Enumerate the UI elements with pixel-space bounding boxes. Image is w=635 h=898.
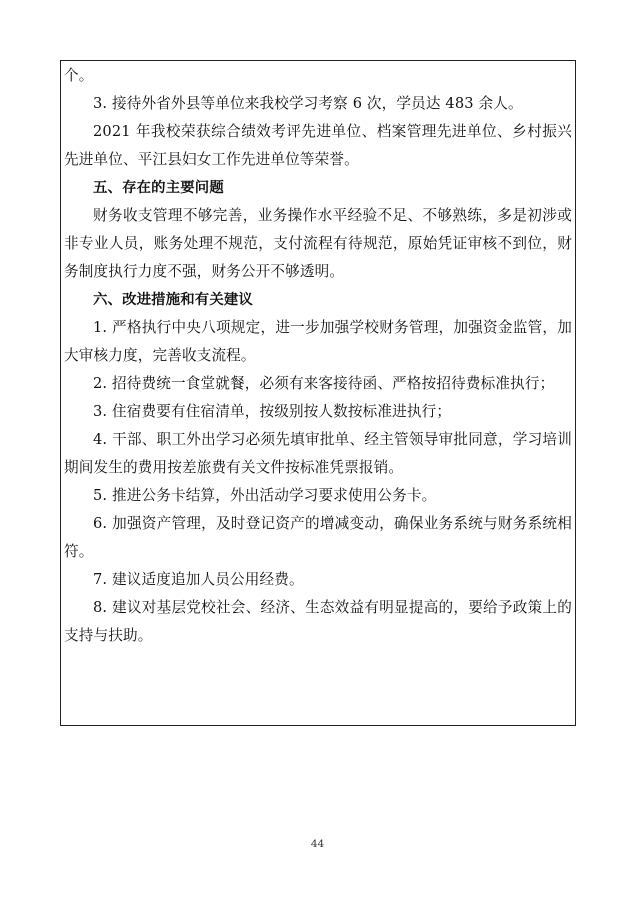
text-line: 3. 接待外省外县等单位来我校学习考察 6 次，学员达 483 余人。 [93,95,523,112]
text-line: 8. 建议对基层党校社会、经济、生态效益有明显提高的，要给予政策上的 [93,599,572,616]
text-line: 7. 建议适度追加人员公用经费。 [93,571,304,588]
page-number: 44 [310,838,325,850]
text-line: 5. 推进公务卡结算，外出活动学习要求使用公务卡。 [93,487,437,504]
text-line: 财务收支管理不够完善，业务操作水平经验不足、不够熟练，多是初涉或 [93,207,572,224]
text-line: 务制度执行力度不强，财务公开不够透明。 [64,263,345,280]
text-line: 6. 加强资产管理，及时登记资产的增减变动，确保业务系统与财务系统相 [93,515,572,532]
text-line: 大审核力度，完善收支流程。 [64,347,256,364]
text-line: 3. 住宿费要有住宿清单，按级别按人数按标准进执行； [93,403,452,420]
text-line: 4. 干部、职工外出学习必须先填审批单、经主管领导审批同意，学习培训 [93,431,572,448]
text-line: 个。 [64,67,94,84]
text-line: 1. 严格执行中央八项规定，进一步加强学校财务管理，加强资金监管，加 [93,319,572,336]
text-line: 期间发生的费用按差旅费有关文件按标准凭票报销。 [64,459,404,476]
text-line: 2. 招待费统一食堂就餐，必须有来客接待函、严格按招待费标准执行； [93,375,555,392]
text-line: 2021 年我校荣获综合绩效考评先进单位、档案管理先进单位、乡村振兴 [93,123,572,140]
text-line: 支持与扶助。 [64,627,153,644]
text-line: 先进单位、平江县妇女工作先进单位等荣誉。 [64,151,359,168]
section-heading-suggestions: 六、改进措施和有关建议 [93,292,253,308]
text-line: 非专业人员，账务处理不规范，支付流程有待规范，原始凭证审核不到位，财 [64,235,572,252]
text-line: 符。 [64,543,94,560]
section-heading-problems: 五、存在的主要问题 [93,180,224,196]
